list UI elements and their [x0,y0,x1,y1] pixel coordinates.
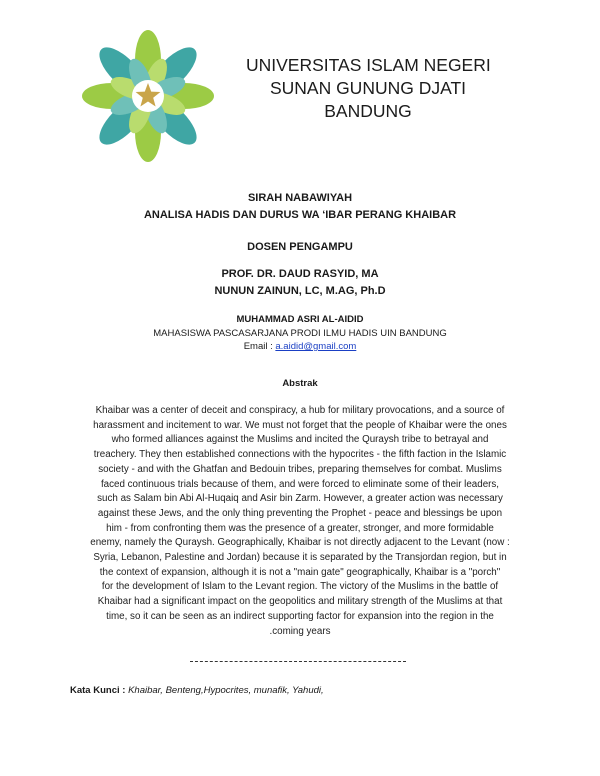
abstract-body [68,404,532,639]
university-name [246,54,490,123]
abstract-line: for the development of Islam to the Levant region. The victory of the Muslims in the battle of [101,581,499,593]
abstract-line: Khaibar had a significant impact on the geopolitics and military strength of the Muslims at that [97,596,503,608]
abstract-line: who formed alliances against the Muslims and incited the Quraysh tribe to betrayal and [111,434,489,446]
abstract-line: harassment and incitement to war. We must not forget that the people of Khaibar were the ones [93,419,507,431]
email-link[interactable]: a.aidid@gmail.com [275,341,357,352]
abstract-line: Khaibar was a center of deceit and conspiracy, a hub for military provocations, and a source of [95,405,505,416]
abstract-line: society - and with the Ghatfan and Bedouin tribes, preparing themselves for combat. Muslims [98,463,502,475]
course-title: SIRAH NABAWIYAH [247,192,353,204]
author-email-row [0,340,600,354]
abstract-line: against these Jews, and the only thing preventing the Prophet - peace and blessings be upon [97,507,503,519]
abstract-line: him - from confronting them was the presence of a greater, stronger, and more formidable [106,522,494,534]
dosen-names [0,266,600,300]
author-name: MUHAMMAD ASRI AL-AIDID [236,314,364,325]
abstract-line: faced continuous trials because of them, and were forced to eliminate some of their leaders, [100,478,500,490]
paper-subtitle: ANALISA HADIS DAN DURUS WA ‘IBAR PERANG KHAIBAR [143,209,457,221]
section-divider [190,661,406,662]
abstract-line: time, so it can be seen as an indirect supporting factor for expansion into the region in the [106,610,494,622]
email-label: Email : [243,341,273,352]
abstract-heading: Abstrak [282,378,318,389]
abstract-line: Syria, Lebanon, Palestine and Jordan) because it is separated by the Transjordan region, but in [93,552,507,564]
dosen-name-1: PROF. DR. DAUD RASYID, MA [221,268,379,280]
university-logo-icon [80,28,216,164]
keywords-text: Khaibar, Benteng,Hypocrites, munafik, Yahudi, [128,685,324,696]
university-line-2: SUNAN GUNUNG DJATI [269,78,467,98]
dosen-heading: DOSEN PENGAMPU [247,241,353,253]
abstract-line: such as Salam bin Abi Al-Huqaiq and Asir bin Zarm. However, a greater action was necessary [97,493,503,505]
dosen-name-2: NUNUN ZAINUN, LC, M.AG, Ph.D [214,285,386,297]
keywords-label: Kata Kunci : [70,685,126,696]
abstract-line: .coming years [269,625,331,637]
abstract-line: the context of expansion, although it is not a "main gate" geographically, Khaibar is a "porch" [99,566,501,578]
abstract-line: treachery. They then established connections with the hypocrites - the fifth faction in the Islamic [93,449,507,461]
author-block [0,313,600,354]
university-line-3: BANDUNG [324,101,412,121]
abstract-line: enemy, namely the Quraysh. Geographically, Khaibar is not directly adjacent to the Levant (now : [90,537,510,549]
paper-title [0,190,600,224]
university-line-1: UNIVERSITAS ISLAM NEGERI [246,55,491,75]
keywords-row [70,685,324,696]
author-affiliation: MAHASISWA PASCASARJANA PRODI ILMU HADIS UIN BANDUNG [153,327,447,339]
